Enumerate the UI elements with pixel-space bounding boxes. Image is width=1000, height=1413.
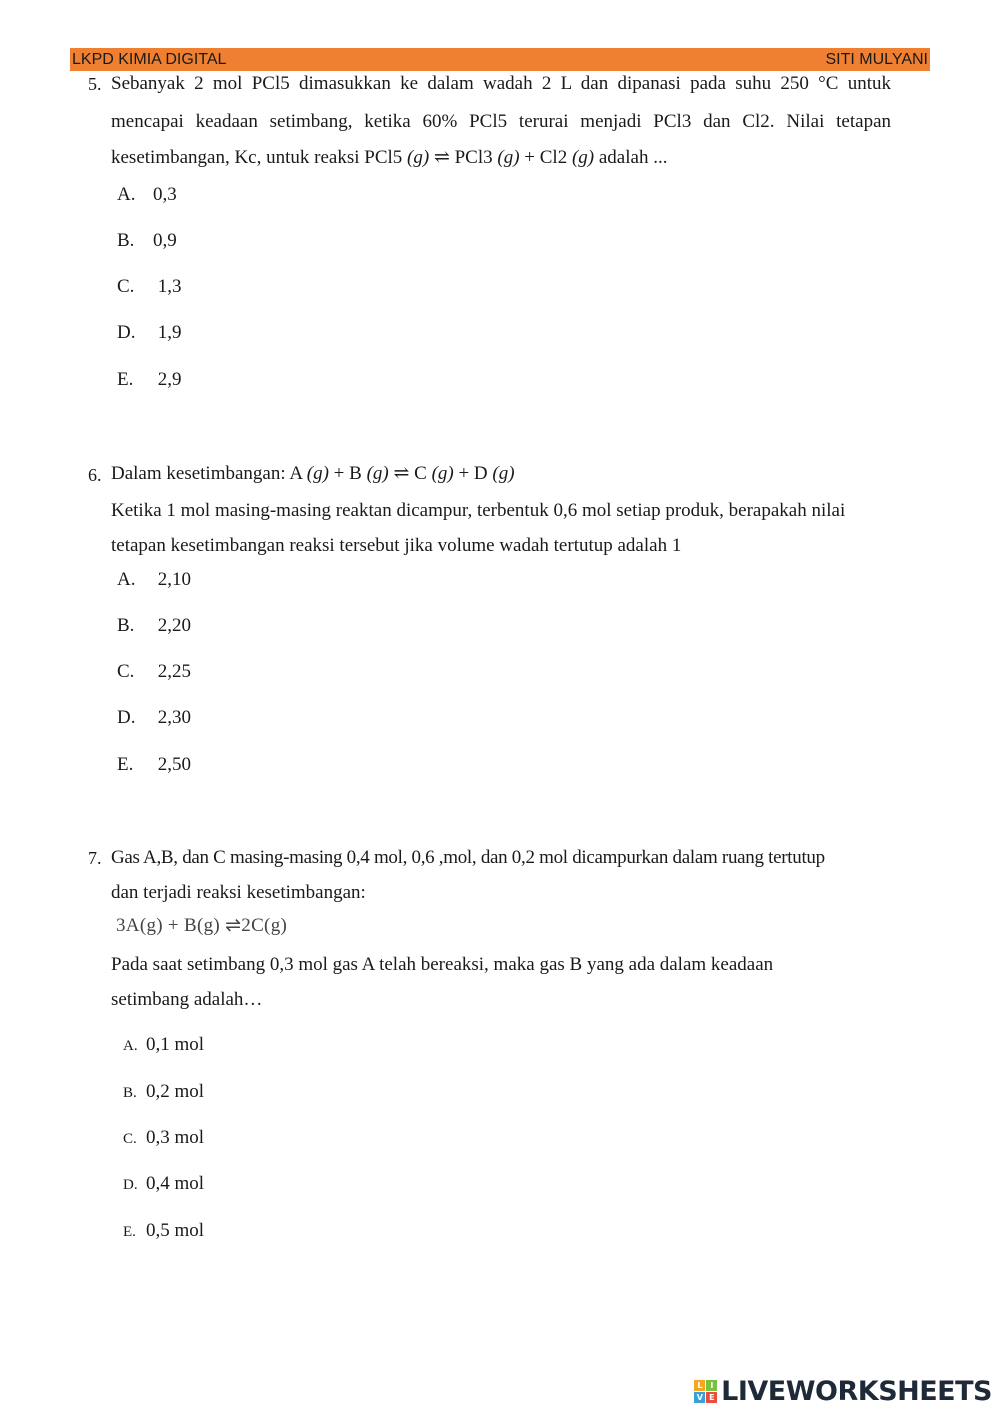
question-equation-line: Dalam kesetimbangan: A (g) + B (g) ⇌ C (g) + D (g) (111, 463, 515, 484)
question-number: 6. (88, 465, 102, 485)
option-c[interactable]: C. 0,3 mol (123, 1127, 205, 1148)
question-text-line: Pada saat setimbang 0,3 mol gas A telah bereaksi, maka gas B yang ada dalam keadaan (111, 954, 774, 975)
question-text-line: tetapan kesetimbangan reaksi tersebut jika volume wadah tertutup adalah 1 (111, 535, 682, 556)
question-text-line: Ketika 1 mol masing-masing reaktan dicampur, terbentuk 0,6 mol setiap produk, berapakah nilai (111, 500, 846, 521)
liveworksheets-text: LIVEWORKSHEETS (721, 1376, 992, 1407)
option-d[interactable]: D. 1,9 (117, 322, 182, 343)
question-text-line: setimbang adalah… (111, 989, 263, 1010)
option-e[interactable]: E. 2,9 (117, 369, 182, 390)
page-header (70, 48, 930, 71)
option-c[interactable]: C. 2,25 (117, 661, 191, 682)
question-text-line: kesetimbangan, Kc, untuk reaksi PCl5 (g) ⇌ PCl3 (g) + Cl2 (g) adalah ... (111, 147, 668, 168)
header-title: LKPD KIMIA DIGITAL (72, 50, 227, 68)
header-author: SITI MULYANI (825, 50, 928, 68)
liveworksheets-mark-icon: L I V E (694, 1380, 717, 1403)
option-a[interactable]: A. 0,3 (117, 184, 177, 205)
option-b[interactable]: B. 0,9 (117, 230, 177, 251)
reaction-equation-image: 3A(g) + B(g) ⇌2C(g) (116, 915, 288, 936)
option-c[interactable]: C. 1,3 (117, 276, 182, 297)
question-number: 7. (88, 848, 102, 868)
option-a[interactable]: A. 0,1 mol (123, 1034, 205, 1055)
option-b[interactable]: B. 0,2 mol (123, 1081, 205, 1102)
question-text-line: Sebanyak 2 mol PCl5 dimasukkan ke dalam wadah 2 L dan dipanasi pada suhu 250 °C untuk (111, 73, 891, 94)
option-e[interactable]: E. 0,5 mol (123, 1220, 205, 1241)
option-a[interactable]: A. 2,10 (117, 569, 191, 590)
question-text-line: Gas A,B, dan C masing-masing 0,4 mol, 0,6 ,mol, dan 0,2 mol dicampurkan dalam ruang tertutup (111, 847, 825, 868)
question-number: 5. (88, 74, 102, 94)
question-text-line: mencapai keadaan setimbang, ketika 60% PCl5 terurai menjadi PCl3 dan Cl2. Nilai tetapan (111, 111, 891, 132)
question-text-line: dan terjadi reaksi kesetimbangan: (111, 882, 366, 903)
liveworksheets-logo (694, 1376, 992, 1407)
option-e[interactable]: E. 2,50 (117, 754, 191, 775)
option-b[interactable]: B. 2,20 (117, 615, 191, 636)
option-d[interactable]: D. 0,4 mol (123, 1173, 205, 1194)
option-d[interactable]: D. 2,30 (117, 707, 191, 728)
